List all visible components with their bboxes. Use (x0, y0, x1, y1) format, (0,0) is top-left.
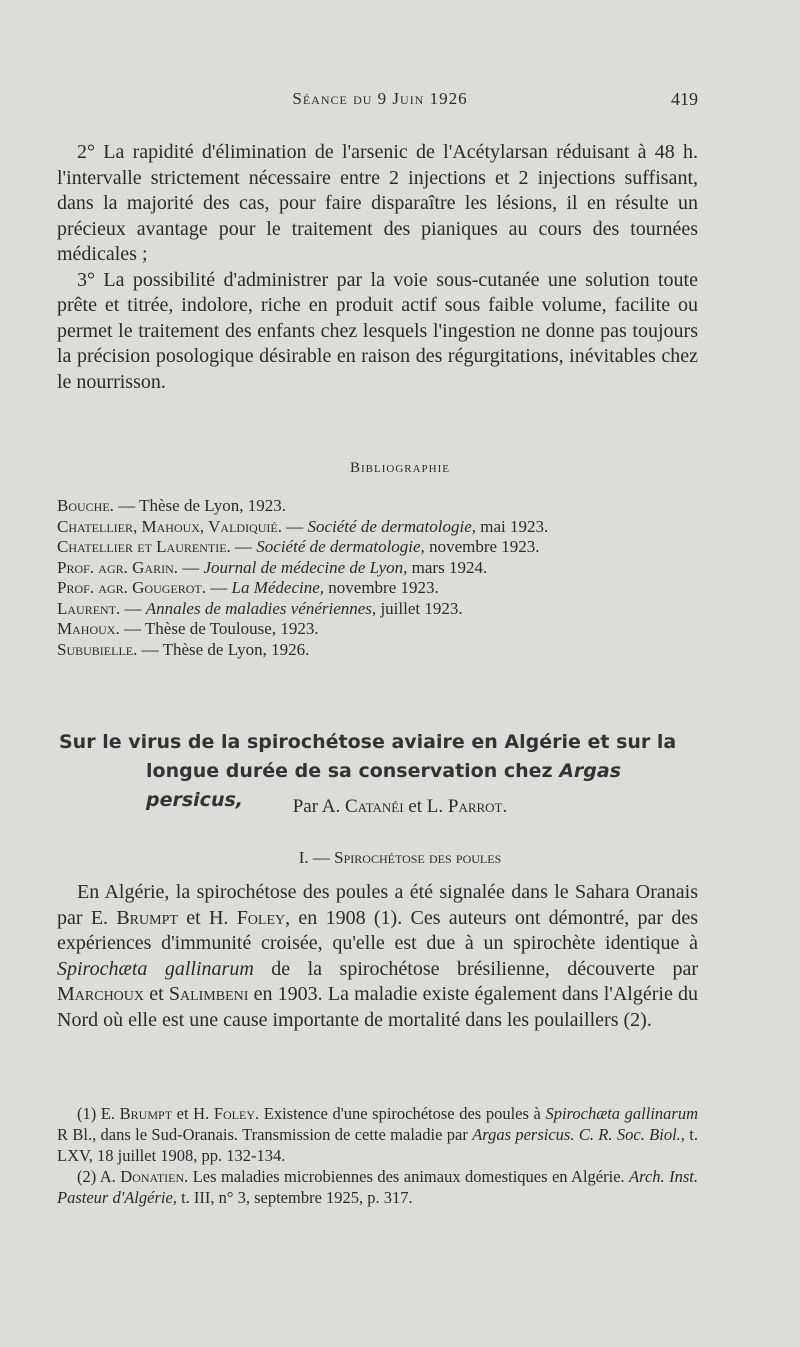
entry-author: Chatellier et Laurentie. (57, 537, 231, 556)
entry-separator: — (178, 557, 204, 577)
text-run: , t. LXV, 18 juillet 1908, pp. 132-134. (57, 1125, 698, 1165)
bibliography-entry (57, 640, 717, 661)
bibliography-entry (57, 537, 717, 558)
text-run: t. III, n° 3, septembre 1925, p. 317. (176, 1188, 413, 1207)
text-run: R Bl., dans le Sud-Oranais. Transmission de cette maladie par (57, 1125, 473, 1144)
entry-details: mars 1924. (407, 557, 488, 577)
article-title-taxon: Argas persicus, (146, 760, 622, 811)
author-name: Donatien (120, 1167, 185, 1186)
entry-work: Annales de maladies vénériennes, (145, 598, 377, 618)
entry-details: Thèse de Lyon, 1926. (162, 639, 310, 659)
running-title: Séance du 9 Juin 1926 (292, 89, 468, 108)
running-header (60, 89, 700, 119)
text-run: en 1903. La maladie existe également dans l'Algérie du Nord où elle est une cause importante de mortalité dans les poulaillers (2). (57, 983, 699, 1031)
entry-work: Société de dermatologie, (256, 537, 425, 556)
entry-author: Prof. agr. Garin. (57, 557, 178, 577)
bibliography-entry (57, 517, 717, 538)
entry-work: La Médecine, (231, 578, 325, 597)
author-name: Brumpt (116, 906, 178, 929)
bibliography-entry (57, 558, 717, 579)
conclusion-paragraphs (57, 140, 698, 395)
paragraph-point-3: 3° La possibilité d'administrer par la voie sous-cutanée une solution toute prête et titrée, indolore, riche en produit actif sous faible volume, facilite ou permet le traitement des enfants chez lesquels l'ingestion ne donne pas toujours la précision posologique désirable en raison des régurgitations, inévitables chez le nourrisson. (57, 268, 698, 393)
entry-separator: — (230, 537, 257, 556)
authors-connector: et L. (403, 796, 448, 817)
entry-separator: — (206, 578, 232, 597)
text-run: et H. (172, 1104, 214, 1123)
entry-details: Thèse de Toulouse, 1923. (144, 619, 319, 638)
article-paragraph-text (57, 880, 698, 1033)
bibliography-heading: Bibliographie (350, 460, 450, 476)
entry-author: Chatellier, Mahoux, Valdiquié. (57, 516, 282, 536)
footnote-2 (57, 1166, 698, 1208)
text-run: (2) A. (77, 1167, 121, 1186)
entry-work: Société de dermatologie, (307, 516, 477, 536)
text-run: et H. (177, 906, 237, 929)
journal-title: Arch. Inst. Pasteur d'Algérie, (57, 1167, 698, 1207)
entry-separator: — (137, 639, 163, 659)
bibliography-entry (57, 496, 717, 517)
article-title-text: longue durée de sa conservation chez (146, 760, 560, 782)
entry-author: Sububielle. (57, 639, 138, 659)
entry-details: juillet 1923. (376, 598, 463, 618)
bibliography-entry (57, 619, 717, 640)
entry-details: Thèse de Lyon, 1923. (139, 496, 286, 515)
entry-details: mai 1923. (476, 516, 549, 536)
author-name: Catanéi (344, 796, 404, 817)
author-name: Salimbeni (168, 983, 249, 1005)
entry-author: Bouche. (57, 496, 114, 515)
species-name: Spirochæta gallinarum (57, 957, 254, 980)
text-run: , en 1908 (1). Ces auteurs ont démontré, par des expériences d'immunité croisée, qu'elle est due à un spirochète identique à (57, 906, 698, 954)
entry-author: Mahoux. (57, 619, 120, 638)
text-run: et (144, 983, 169, 1005)
authors-prefix: Par A. (292, 796, 345, 817)
bibliography-list (57, 496, 717, 660)
entry-author: Laurent. (57, 598, 121, 618)
footnotes (57, 1103, 698, 1208)
text-run: de la spirochétose brésilienne, découverte par (253, 957, 698, 980)
entry-details: novembre 1923. (324, 578, 439, 597)
text-run: (1) E. (77, 1104, 120, 1123)
entry-work: Journal de médecine de Lyon, (203, 557, 408, 577)
article-paragraph (57, 880, 698, 1033)
page-number: 419 (671, 89, 698, 109)
entry-separator: — (281, 516, 308, 536)
text-run: . Les maladies microbiennes des animaux domestiques en Algérie. (184, 1167, 630, 1186)
entry-author: Prof. agr. Gougerot. (57, 578, 206, 597)
entry-separator: — (120, 598, 146, 618)
entry-separator: — (119, 619, 145, 638)
text-run: En Algérie, la spirochétose des poules a été signalée dans le Sahara Oranais par E. (57, 881, 698, 929)
author-name: Parrot. (447, 796, 508, 817)
section-heading: I. — Spirochétose des poules (298, 848, 502, 867)
journal-title: Argas persicus. C. R. Soc. Biol. (472, 1125, 681, 1144)
entry-details: novembre 1923. (424, 537, 540, 556)
bibliography-entry (57, 599, 717, 620)
paragraph-point-2: 2° La rapidité d'élimination de l'arsenic de l'Acétylarsan réduisant à 48 h. l'intervalle strictement nécessaire entre 2 injections et 2 injections suffisant, dans la majorité des cas, pour faire disparaître les lésions, il en résulte un précieux avantage pour le traitement des pianiques au cours des tournées médicales ; (57, 141, 698, 265)
footnote-1 (57, 1103, 698, 1166)
text-run: . Existence d'une spirochétose des poules à (255, 1104, 546, 1123)
entry-separator: — (113, 496, 140, 515)
article-authors (0, 796, 800, 818)
author-name: Foley (213, 1104, 255, 1123)
article-title-line-1: Sur le virus de la spirochétose aviaire en Algérie et sur la (59, 731, 677, 753)
author-name: Brumpt (119, 1104, 173, 1123)
bibliography-entry (57, 578, 717, 599)
author-name: Foley (236, 906, 286, 929)
species-name: Spirochæta gallinarum (545, 1104, 698, 1123)
author-name: Marchoux (57, 983, 145, 1005)
